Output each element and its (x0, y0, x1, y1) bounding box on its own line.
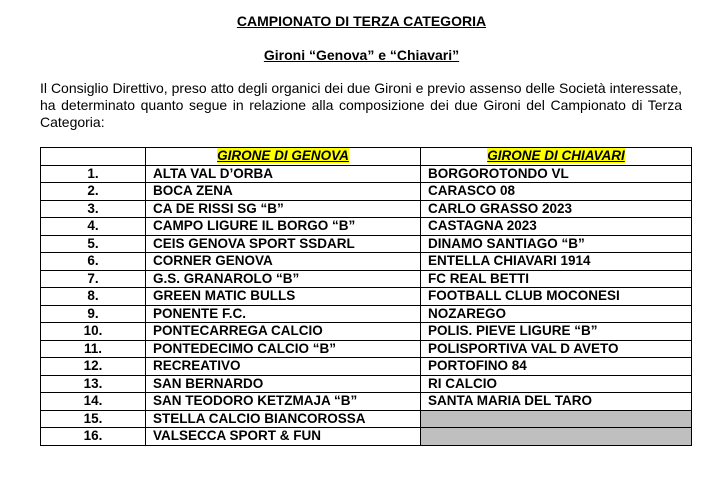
team-chiavari: FOOTBALL CLUB MOCONESI (421, 288, 692, 306)
row-number: 3. (41, 200, 146, 218)
team-chiavari: PORTOFINO 84 (421, 358, 692, 376)
team-genova: GREEN MATIC BULLS (146, 288, 421, 306)
team-chiavari: POLISPORTIVA VAL D AVETO (421, 340, 692, 358)
row-number: 16. (41, 428, 146, 446)
table-row (41, 165, 692, 183)
team-genova: SAN TEODORO KETZMAJA “B” (146, 393, 421, 411)
table-row (41, 340, 692, 358)
row-number: 13. (41, 375, 146, 393)
table-row (41, 253, 692, 271)
row-number: 11. (41, 340, 146, 358)
table-row (41, 288, 692, 306)
team-genova: STELLA CALCIO BIANCOROSSA (146, 410, 421, 428)
table-row (41, 393, 692, 411)
team-genova: PONENTE F.C. (146, 305, 421, 323)
empty-cell-chiavari (421, 428, 692, 446)
row-number: 14. (41, 393, 146, 411)
team-genova: ALTA VAL D’ORBA (146, 165, 421, 183)
row-number: 8. (41, 288, 146, 306)
header-number-cell (41, 148, 146, 166)
document-subtitle: Gironi “Genova” e “Chiavari” (263, 47, 460, 63)
empty-cell-chiavari (421, 410, 692, 428)
table-row (41, 428, 692, 446)
table-row (41, 358, 692, 376)
team-genova: CORNER GENOVA (146, 253, 421, 271)
header-girone-genova: GIRONE DI GENOVA (146, 148, 421, 166)
team-chiavari: DINAMO SANTIAGO “B” (421, 235, 692, 253)
team-chiavari: CASTAGNA 2023 (421, 218, 692, 236)
team-chiavari: NOZAREGO (421, 305, 692, 323)
table-body (41, 165, 692, 445)
team-chiavari: ENTELLA CHIAVARI 1914 (421, 253, 692, 271)
table-row (41, 410, 692, 428)
team-chiavari: FC REAL BETTI (421, 270, 692, 288)
row-number: 6. (41, 253, 146, 271)
team-genova: G.S. GRANAROLO “B” (146, 270, 421, 288)
row-number: 2. (41, 183, 146, 201)
row-number: 12. (41, 358, 146, 376)
team-chiavari: CARASCO 08 (421, 183, 692, 201)
table-header-row (41, 148, 692, 166)
team-genova: VALSECCA SPORT & FUN (146, 428, 421, 446)
team-chiavari: RI CALCIO (421, 375, 692, 393)
table-row (41, 200, 692, 218)
team-genova: PONTECARREGA CALCIO (146, 323, 421, 341)
team-genova: BOCA ZENA (146, 183, 421, 201)
document-title: CAMPIONATO DI TERZA CATEGORIA (236, 13, 487, 29)
row-number: 1. (41, 165, 146, 183)
row-number: 15. (41, 410, 146, 428)
team-chiavari: SANTA MARIA DEL TARO (421, 393, 692, 411)
gironi-table (40, 147, 692, 446)
team-genova: RECREATIVO (146, 358, 421, 376)
row-number: 9. (41, 305, 146, 323)
table-row (41, 323, 692, 341)
table-row (41, 235, 692, 253)
team-genova: SAN BERNARDO (146, 375, 421, 393)
table-row (41, 305, 692, 323)
header-girone-chiavari: GIRONE DI CHIAVARI (421, 148, 692, 166)
team-genova: CAMPO LIGURE IL BORGO “B” (146, 218, 421, 236)
row-number: 10. (41, 323, 146, 341)
row-number: 5. (41, 235, 146, 253)
table-row (41, 375, 692, 393)
intro-paragraph: Il Consiglio Direttivo, preso atto degli organici dei due Gironi e previo assenso delle Società interessate, ha determinato quanto segue in relazione alla composizione dei due Gironi del Campionato di Terza Categoria: (40, 80, 682, 130)
team-chiavari: CARLO GRASSO 2023 (421, 200, 692, 218)
team-genova: PONTEDECIMO CALCIO “B” (146, 340, 421, 358)
row-number: 4. (41, 218, 146, 236)
table-row (41, 218, 692, 236)
team-chiavari: BORGOROTONDO VL (421, 165, 692, 183)
table-row (41, 270, 692, 288)
row-number: 7. (41, 270, 146, 288)
table-row (41, 183, 692, 201)
team-genova: CEIS GENOVA SPORT SSDARL (146, 235, 421, 253)
team-genova: CA DE RISSI SG “B” (146, 200, 421, 218)
team-chiavari: POLIS. PIEVE LIGURE “B” (421, 323, 692, 341)
